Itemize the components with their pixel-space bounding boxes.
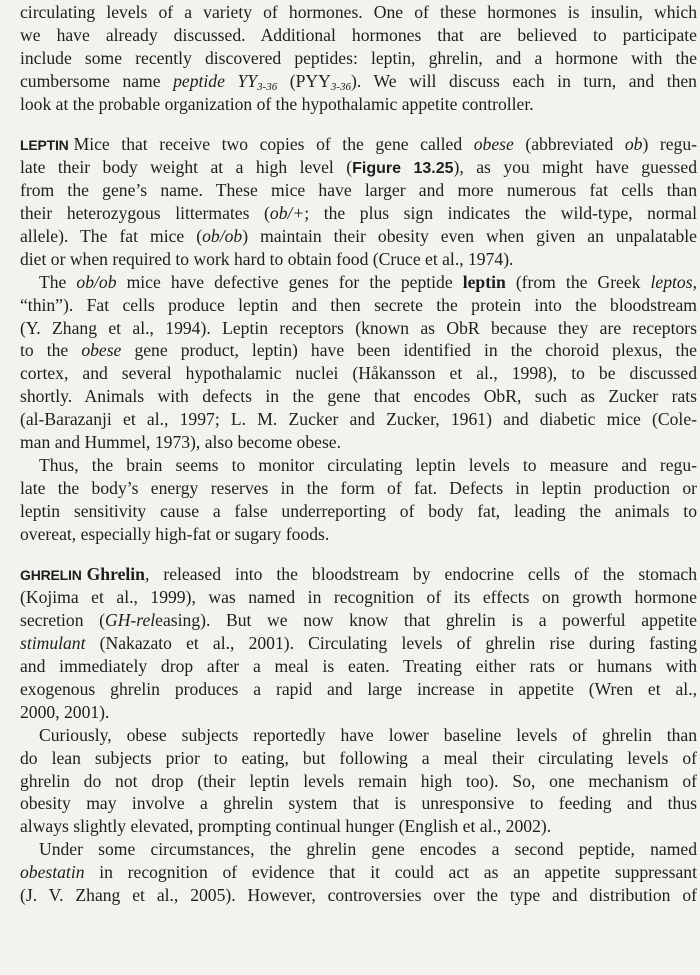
section-heading-ghrelin: GHRELIN [20,567,82,584]
text-line: from the gene’s name. These mice have larger and more numerous fat cells than [20,180,697,201]
text-line: obestatin in recognition of evidence that it could act as an appetite suppressant [20,862,697,883]
text-line: overeat, especially high-fat or sugary foods. [20,523,330,544]
text-line: ghrelin do not drop (their leptin levels remain high too). So, one mechanism of [20,770,697,791]
ghrelin-section [20,563,697,906]
section-heading-leptin: LEPTIN [20,137,69,154]
text-line: stimulant (Nakazato et al., 2001). Circulating levels of ghrelin rise during fasting [20,633,697,654]
intro-paragraph [20,1,697,115]
text-line: LEPTIN Mice that receive two copies of the gene called obese (abbreviated ob) regu- [20,134,697,155]
text-line: circulating levels of a variety of hormones. One of these hormones is insulin, which [20,2,697,22]
text-line: obesity may involve a ghrelin system that is unresponsive to feeding and thus [20,793,697,814]
text-line: allele). The fat mice (ob/ob) maintain their obesity even when given an unpalatable [20,226,697,247]
text-line: exogenous ghrelin produces a rapid and large increase in appetite (Wren et al., [20,678,697,699]
text-line: GHRELIN Ghrelin, released into the bloodstream by endocrine cells of the stomach [20,564,697,585]
text-line: their heterozygous littermates (ob/+; the plus sign indicates the wild-type, normal [20,203,698,224]
text-line: shortly. Animals with defects in the gene that encodes ObR, such as Zucker rats [20,386,697,407]
text-line: late the body’s energy reserves in the form of fat. Defects in leptin production or [20,477,697,498]
text-line: leptin sensitivity cause a false underreporting of body fat, leading the animals to [20,500,697,521]
text-line: secretion (GH-releasing). But we now know that ghrelin is a powerful appetite [20,610,697,631]
text-line: cumbersome name peptide $YY_{3-36}$ $(PYY_{3-36})$. We will discuss each in turn, and then [20,70,697,93]
text-line: diet or when required to work hard to obtain food (Cruce et al., 1974). [20,248,514,269]
text-line: 2000, 2001). [20,701,110,722]
text-line: The ob/ob mice have defective genes for the peptide leptin (from the Greek leptos, [39,271,697,292]
text-line: and immediately drop after a meal is eaten. Treating either rats or humans with [20,656,697,677]
text-line: look at the probable organization of the hypothalamic appetite controller. [20,93,534,114]
text-line: Under some circumstances, the ghrelin gene encodes a second peptide, named [39,839,697,860]
text-line: late their body weight at a high level (Figure 13.25), as you might have guessed [20,157,698,178]
text-line: (Kojima et al., 1999), was named in recognition of its effects on growth hormone [20,587,697,608]
text-line: always slightly elevated, prompting continual hunger (English et al., 2002). [20,816,552,837]
text-line: (Y. Zhang et al., 1994). Leptin receptors (known as ObR because they are receptors [20,317,697,338]
text-line: Curiously, obese subjects reportedly have lower baseline levels of ghrelin than [39,724,697,745]
text-line: man and Hummel, 1973), also become obese. [20,432,342,453]
text-line: (al-Barazanji et al., 1997; L. M. Zucker and Zucker, 1961) and diabetic mice (Cole- [20,409,697,430]
figure-reference: Figure 13.25 [352,160,454,178]
text-line: do lean subjects prior to eating, but following a meal their circulating levels of [20,747,697,768]
text-line: Thus, the brain seems to monitor circulating leptin levels to measure and regu- [39,454,697,475]
text-line: cortex, and several hypothalamic nuclei (Håkansson et al., 1998), to be discussed [20,363,697,384]
text-line: “thin”). Fat cells produce leptin and then secrete the protein into the bloodstream [20,294,697,315]
text-line: (J. V. Zhang et al., 2005). However, controversies over the type and distribution of [20,884,697,905]
text-line: we have already discussed. Additional hormones that are believed to participate [20,24,697,45]
text-line: include some recently discovered peptides: leptin, ghrelin, and a hormone with the [20,47,697,68]
text-line: to the obese gene product, leptin) have been identified in the choroid plexus, the [20,340,697,361]
leptin-section [20,133,697,545]
